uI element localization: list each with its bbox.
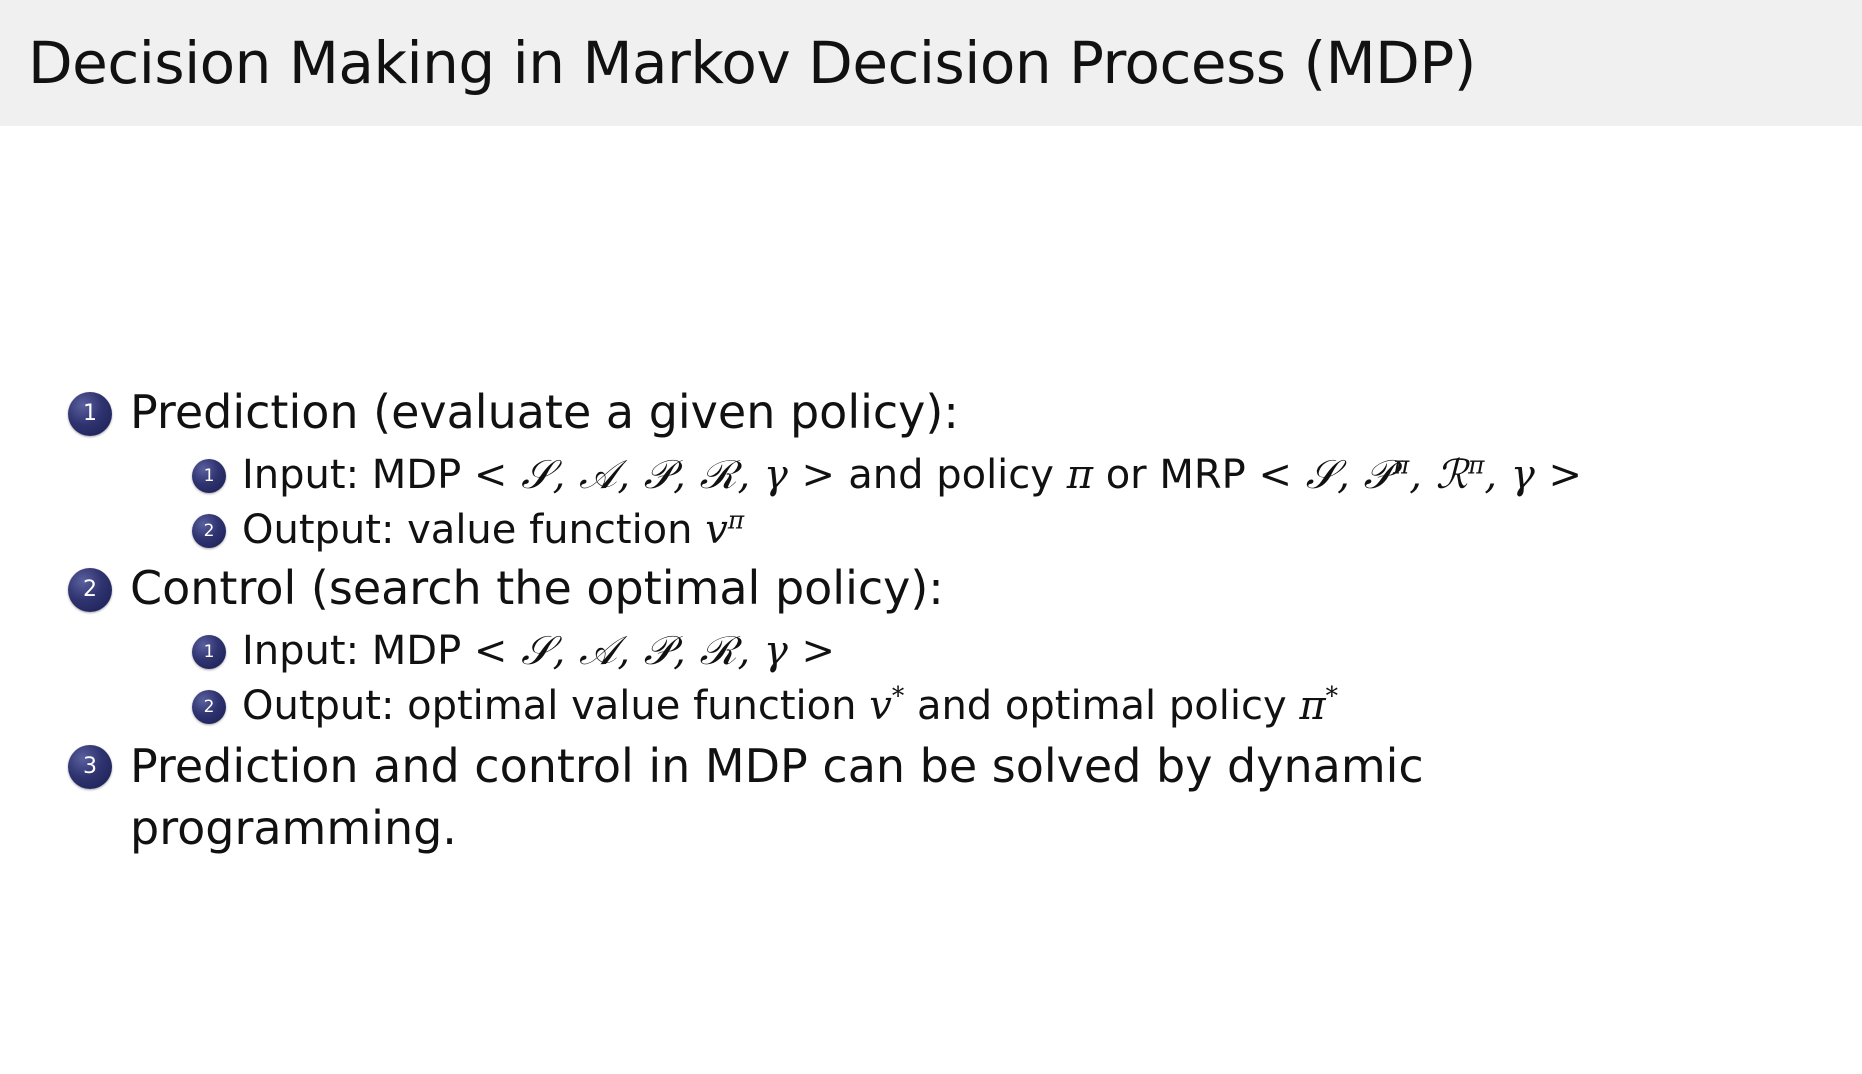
mrp-tuple-open: < 𝒮, 𝒫 bbox=[1258, 451, 1393, 498]
list-item bbox=[0, 558, 1862, 619]
policy-symbol: π bbox=[1066, 451, 1093, 498]
value-function-superscript: π bbox=[727, 505, 745, 535]
sublist-2 bbox=[0, 625, 1862, 733]
mrp-tuple-mid: , ℛ bbox=[1409, 451, 1469, 498]
bullet-number-icon: 1 bbox=[68, 392, 112, 436]
bullet-number-icon: 3 bbox=[68, 745, 112, 789]
bullet-number-icon: 1 bbox=[192, 459, 226, 493]
sublist-item-lead: Output: optimal value function bbox=[242, 682, 857, 729]
bullet-number-icon: 2 bbox=[192, 690, 226, 724]
value-function-symbol: v bbox=[705, 506, 728, 553]
bullet-number-icon: 2 bbox=[192, 514, 226, 548]
sublist-item-mid: and policy bbox=[848, 451, 1054, 498]
mrp-tuple-sup1: π bbox=[1392, 450, 1410, 480]
sublist-1 bbox=[0, 449, 1862, 557]
page-title: Decision Making in Markov Decision Process (MDP) bbox=[28, 29, 1476, 97]
sublist-item-mid2: or MRP bbox=[1105, 451, 1246, 498]
bullet-number-icon: 2 bbox=[68, 568, 112, 612]
list-item-label: Prediction (evaluate a given policy): bbox=[130, 385, 959, 439]
optimal-policy-symbol: π bbox=[1299, 682, 1326, 729]
sublist-item-lead: Output: value function bbox=[242, 506, 693, 553]
optimal-value-symbol: v bbox=[869, 682, 892, 729]
list-item bbox=[0, 449, 1862, 502]
list-item bbox=[0, 735, 1862, 859]
outline-list bbox=[0, 126, 1862, 859]
slide-body bbox=[0, 126, 1862, 859]
optimal-policy-superscript: * bbox=[1325, 681, 1339, 711]
sublist-item-label bbox=[242, 625, 836, 678]
list-item bbox=[0, 680, 1862, 733]
list-item-label: Prediction and control in MDP can be solved by dynamic programming. bbox=[130, 738, 1424, 855]
sublist-item-lead: Input: MDP bbox=[242, 451, 462, 498]
list-item bbox=[0, 382, 1862, 443]
list-item-label: Control (search the optimal policy): bbox=[130, 561, 944, 616]
mdp-tuple: < 𝒮, 𝒜, 𝒫, ℛ, γ > bbox=[473, 451, 836, 498]
list-item bbox=[0, 625, 1862, 678]
sublist-item-label bbox=[242, 449, 1583, 502]
sublist-item-lead: Input: MDP bbox=[242, 628, 462, 675]
mdp-tuple: < 𝒮, 𝒜, 𝒫, ℛ, γ > bbox=[473, 628, 836, 675]
sublist-item-label bbox=[242, 680, 1338, 733]
sublist-item-mid: and optimal policy bbox=[916, 682, 1287, 729]
mrp-tuple-sup2: π bbox=[1468, 450, 1485, 480]
slide-title-bar bbox=[0, 0, 1862, 126]
list-item bbox=[0, 504, 1862, 557]
optimal-value-superscript: * bbox=[891, 681, 905, 711]
bullet-number-icon: 1 bbox=[192, 635, 226, 669]
sublist-item-label bbox=[242, 504, 744, 557]
mrp-tuple-close: , γ > bbox=[1484, 451, 1583, 498]
